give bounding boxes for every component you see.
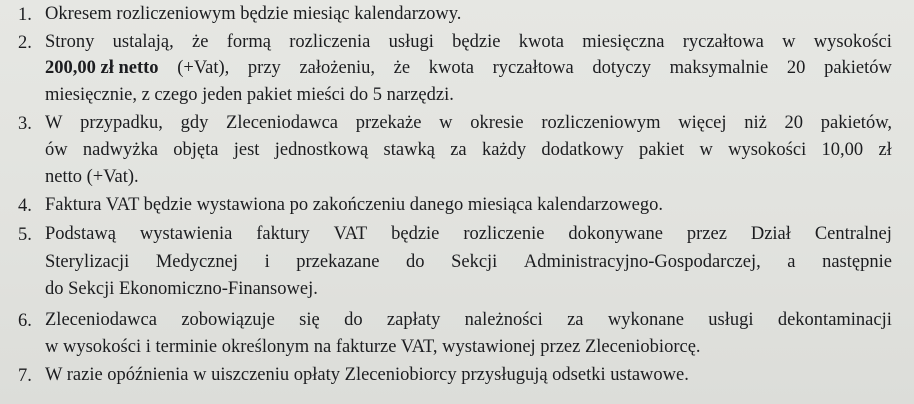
clause-text-line: do Sekcji Ekonomiczno-Finansowej. bbox=[45, 279, 318, 299]
clause-text-line: Faktura VAT będzie wystawiona po zakończeniu danego miesiąca kalendarzowego. bbox=[45, 195, 663, 215]
clause-number: 5. bbox=[18, 225, 32, 245]
clause-text-line: w wysokości i terminie określonym na fakturze VAT, wystawionej przez Zleceniobiorcę. bbox=[45, 337, 701, 357]
clause-text-line: ów nadwyżka objęta jest jednostkową stawką za każdy dodatkowy pakiet w wysokości 10,00 zł bbox=[45, 140, 892, 160]
clause-number: 3. bbox=[18, 114, 32, 134]
clause-number: 2. bbox=[18, 33, 32, 53]
clause-text-line: miesięcznie, z czego jeden pakiet mieści do 5 narzędzi. bbox=[45, 85, 454, 105]
clause-text-line: Sterylizacji Medycznej i przekazane do Sekcji Administracyjno-Gospodarczej, a następnie bbox=[45, 252, 892, 272]
clause-number: 1. bbox=[18, 5, 32, 25]
clause-number: 4. bbox=[18, 196, 32, 216]
clause-text-line: Okresem rozliczeniowym będzie miesiąc kalendarzowy. bbox=[45, 4, 462, 24]
clause-text-line: Strony ustalają, że formą rozliczenia usługi będzie kwota miesięczna ryczałtowa w wysokości bbox=[45, 32, 892, 52]
clause-number: 6. bbox=[18, 311, 32, 331]
clause-text-line: Podstawą wystawienia faktury VAT będzie rozliczenie dokonywane przez Dział Centralnej bbox=[45, 224, 892, 244]
clause-number: 7. bbox=[18, 366, 32, 386]
clause-text-line: W przypadku, gdy Zleceniodawca przekaże w okresie rozliczeniowym więcej niż 20 pakietów, bbox=[45, 113, 892, 133]
amount-bold: 200,00 zł netto bbox=[45, 58, 159, 78]
clause-text-line: Zleceniodawca zobowiązuje się do zapłaty należności za wykonane usługi dekontaminacji bbox=[45, 310, 892, 330]
clause-text-line: netto (+Vat). bbox=[45, 167, 139, 187]
clause-text-line: 200,00 zł netto (+Vat), przy założeniu, że kwota ryczałtowa dotyczy maksymalnie 20 pakietów bbox=[45, 58, 892, 78]
clause-text-line: W razie opóźnienia w uiszczeniu opłaty Zleceniobiorcy przysługują odsetki ustawowe. bbox=[45, 365, 689, 385]
